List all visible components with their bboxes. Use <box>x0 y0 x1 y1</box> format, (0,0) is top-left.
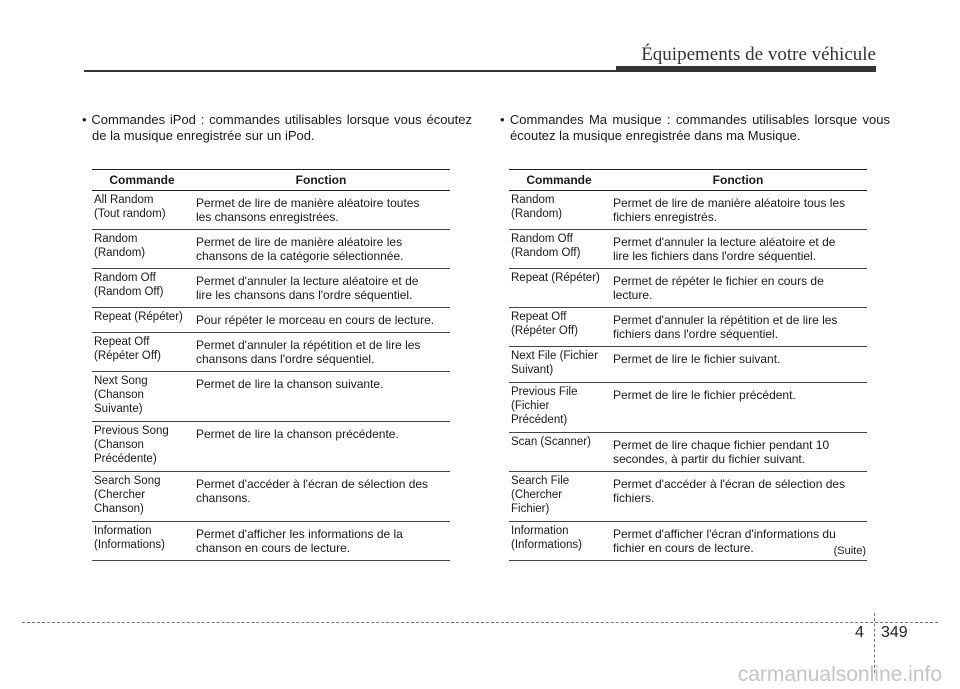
page-number: 349 <box>881 624 908 641</box>
command-cell: Random (Random) <box>509 191 609 230</box>
function-cell: Permet de lire de manière aléatoire les chansons de la catégorie sélectionnée. <box>192 230 450 269</box>
table-row <box>509 269 867 308</box>
function-cell: Permet de lire le fichier suivant. <box>609 347 867 383</box>
command-cell: Previous File (Fichier Précédent) <box>509 383 609 433</box>
table-row <box>509 472 867 522</box>
table-row <box>92 230 450 269</box>
column-header-command: Commande <box>92 170 192 191</box>
command-cell: Information (Informations) <box>509 522 609 561</box>
table-row <box>92 372 450 422</box>
function-cell: Permet d'afficher les informations de la chanson en cours de lecture. <box>192 522 450 561</box>
command-cell: All Random (Tout random) <box>92 191 192 230</box>
table-row <box>92 191 450 230</box>
function-cell: Permet d'accéder à l'écran de sélection des fichiers. <box>609 472 867 522</box>
function-cell: Permet d'annuler la lecture aléatoire et de lire les fichiers dans l'ordre séquentiel. <box>609 230 867 269</box>
column-header-function: Fonction <box>609 170 867 191</box>
function-cell: Permet de lire la chanson précédente. <box>192 422 450 472</box>
function-cell: Permet d'annuler la lecture aléatoire et de lire les chansons dans l'ordre séquentiel. <box>192 269 450 308</box>
table-row <box>509 522 867 561</box>
table-row <box>92 422 450 472</box>
function-cell: Permet de lire chaque fichier pendant 10 secondes, à partir du fichier suivant. <box>609 433 867 472</box>
header-bar <box>616 66 876 72</box>
table-row <box>509 191 867 230</box>
table-row <box>509 347 867 383</box>
command-cell: Random Off (Random Off) <box>92 269 192 308</box>
table-row <box>92 472 450 522</box>
function-cell: Permet d'accéder à l'écran de sélection des chansons. <box>192 472 450 522</box>
table-row <box>509 308 867 347</box>
table-row <box>509 230 867 269</box>
function-cell: Permet de lire le fichier précédent. <box>609 383 867 433</box>
table-row <box>509 383 867 433</box>
function-cell: Permet de lire de manière aléatoire tous les fichiers enregistrés. <box>609 191 867 230</box>
command-cell: Repeat Off (Répéter Off) <box>509 308 609 347</box>
column-header-command: Commande <box>509 170 609 191</box>
my-music-commands-table <box>509 169 867 561</box>
command-cell: Previous Song (Chanson Précédente) <box>92 422 192 472</box>
command-cell: Next File (Fichier Suivant) <box>509 347 609 383</box>
function-cell: Permet d'afficher l'écran d'informations du fichier en cours de lecture. <box>609 522 867 561</box>
table-row <box>92 308 450 333</box>
command-cell: Search Song (Chercher Chanson) <box>92 472 192 522</box>
column-header-function: Fonction <box>192 170 450 191</box>
footer-dashed-rule <box>22 622 938 623</box>
command-cell: Repeat Off (Répéter Off) <box>92 333 192 372</box>
command-cell: Information (Informations) <box>92 522 192 561</box>
table-row <box>92 333 450 372</box>
function-cell: Permet de répéter le fichier en cours de lecture. <box>609 269 867 308</box>
table-row <box>92 269 450 308</box>
function-cell: Permet d'annuler la répétition et de lire les chansons dans l'ordre séquentiel. <box>192 333 450 372</box>
function-cell: Permet de lire la chanson suivante. <box>192 372 450 422</box>
chapter-title: Équipements de votre véhicule <box>641 44 876 65</box>
ipod-commands-table <box>92 169 450 561</box>
command-cell: Repeat (Répéter) <box>92 308 192 333</box>
chapter-number: 4 <box>855 624 864 641</box>
table-row <box>92 522 450 561</box>
function-cell: Pour répéter le morceau en cours de lecture. <box>192 308 450 333</box>
function-cell: Permet de lire de manière aléatoire toutes les chansons enregistrées. <box>192 191 450 230</box>
my-music-intro: • Commandes Ma musique : commandes utilisables lorsque vous écoutez la musique enregistrée dans ma Musique. <box>500 112 890 143</box>
table-header-row <box>92 170 450 191</box>
continued-label: (Suite) <box>833 545 866 557</box>
command-cell: Next Song (Chanson Suivante) <box>92 372 192 422</box>
command-cell: Random Off (Random Off) <box>509 230 609 269</box>
table-row <box>509 433 867 472</box>
command-cell: Random (Random) <box>92 230 192 269</box>
table-header-row <box>509 170 867 191</box>
command-cell: Search File (Chercher Fichier) <box>509 472 609 522</box>
ipod-intro: • Commandes iPod : commandes utilisables lorsque vous écoutez de la musique enregistrée sur un iPod. <box>82 112 472 143</box>
command-cell: Scan (Scanner) <box>509 433 609 472</box>
function-cell: Permet d'annuler la répétition et de lire les fichiers dans l'ordre séquentiel. <box>609 308 867 347</box>
watermark: carmanualsonline.info <box>737 663 942 686</box>
command-cell: Repeat (Répéter) <box>509 269 609 308</box>
